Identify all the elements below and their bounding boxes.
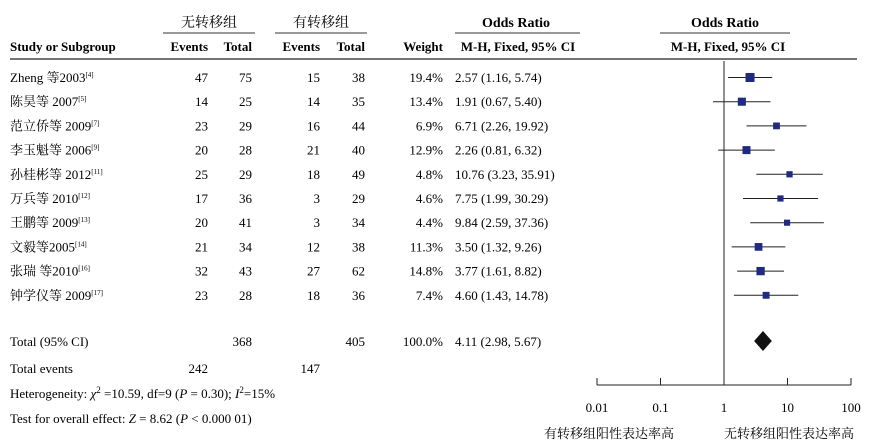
study-events2: 21 — [307, 142, 320, 158]
table-row — [10, 70, 542, 85]
study-total2: 38 — [352, 70, 365, 85]
study-ci-text: 3.77 (1.61, 8.82) — [455, 263, 542, 279]
study-total1: 25 — [239, 94, 252, 110]
study-events1: 47 — [195, 70, 208, 85]
study-weight: 14.8% — [409, 263, 443, 279]
study-weight: 4.8% — [415, 166, 443, 182]
group2-header: 有转移组 — [293, 15, 349, 31]
axis-tick-label: 0.01 — [585, 400, 609, 415]
study-total1: 43 — [239, 263, 252, 279]
study-rows — [10, 70, 555, 303]
study-ci-text: 1.91 (0.67, 5.40) — [455, 94, 542, 110]
study-name: 王鹏等 2009[13] — [10, 215, 90, 231]
total-events1: 242 — [188, 361, 208, 376]
total-t1: 368 — [232, 334, 252, 349]
point-estimate-square — [756, 267, 764, 275]
study-name: 文毅等2005[14] — [10, 239, 87, 255]
study-events2: 12 — [307, 239, 320, 255]
heterogeneity-text: Heterogeneity: $\chi^2 =10.59$, df=9 (P = 0.30); $I^2=15\%$ — [10, 385, 276, 401]
study-name: 张瑞 等2010[16] — [10, 263, 90, 279]
study-name: Zheng 等2003[4] — [10, 70, 94, 85]
study-name: 范立侨等 2009[7] — [10, 118, 100, 134]
study-events2: 15 — [307, 70, 320, 85]
table-row — [10, 94, 542, 109]
study-ci-text: 2.26 (0.81, 6.32) — [455, 142, 542, 158]
table-row — [10, 143, 542, 158]
table-row — [10, 167, 555, 182]
point-estimate-square — [773, 123, 780, 130]
study-total2: 36 — [352, 287, 365, 303]
axis-tick-label: 0.1 — [652, 400, 669, 415]
study-weight: 4.6% — [415, 191, 443, 206]
col-ci-table-header: M-H, Fixed, 95% CI — [460, 39, 576, 54]
study-events2: 27 — [307, 263, 320, 279]
study-weight: 4.4% — [415, 215, 443, 231]
col-total1-header: Total — [223, 39, 252, 54]
total-events-label: Total events — [10, 361, 73, 376]
study-total2: 49 — [352, 166, 365, 182]
study-weight: 11.3% — [409, 239, 443, 255]
study-events1: 21 — [195, 239, 208, 255]
col-weight-header: Weight — [403, 39, 443, 54]
study-events2: 16 — [307, 118, 320, 134]
axis-right-label: 无转移组阳性表达率高 — [723, 427, 855, 442]
study-weight: 13.4% — [409, 94, 443, 110]
study-total1: 28 — [239, 142, 252, 158]
study-name: 钟学仪等 2009[17] — [10, 287, 103, 303]
study-total1: 29 — [239, 166, 252, 182]
col-events1-header: Events — [170, 39, 208, 54]
study-total1: 28 — [239, 287, 252, 303]
study-total1: 29 — [239, 118, 252, 134]
study-ci-text: 2.57 (1.16, 5.74) — [455, 70, 542, 85]
total-events2: 147 — [300, 361, 320, 376]
study-events2: 3 — [313, 215, 320, 231]
col-total2-header: Total — [336, 39, 365, 54]
study-total2: 44 — [352, 118, 365, 134]
study-total1: 36 — [239, 191, 252, 206]
study-events1: 23 — [195, 118, 208, 134]
x-axis — [586, 378, 861, 415]
study-name: 李玉魁等 2006[9] — [10, 142, 100, 158]
axis-tick-label: 100 — [841, 400, 861, 415]
study-total2: 29 — [352, 191, 365, 206]
study-total2: 62 — [352, 263, 365, 279]
study-events2: 18 — [307, 287, 320, 303]
total-ci-text: 4.11 (2.98, 5.67) — [455, 334, 542, 349]
odds-ratio-table-header: Odds Ratio — [481, 16, 551, 31]
study-total2: 38 — [352, 239, 365, 255]
point-estimate-square — [738, 98, 746, 106]
table-row — [10, 239, 542, 254]
table-row — [10, 264, 542, 279]
study-ci-text: 7.75 (1.99, 30.29) — [455, 191, 549, 206]
total-label: Total (95% CI) — [10, 334, 89, 349]
col-ci-plot-header: M-H, Fixed, 95% CI — [670, 39, 786, 54]
study-events1: 20 — [195, 215, 208, 231]
point-estimate-square — [746, 73, 755, 82]
study-weight: 19.4% — [409, 70, 443, 85]
study-weight: 12.9% — [409, 142, 443, 158]
study-ci-text: 9.84 (2.59, 37.36) — [455, 215, 549, 231]
point-estimate-square — [777, 195, 783, 201]
table-row — [10, 118, 548, 133]
axis-left-label: 有转移组阳性表达率高 — [543, 427, 675, 442]
col-study-header: Study or Subgroup — [10, 39, 116, 54]
study-total1: 41 — [239, 215, 252, 231]
study-events1: 20 — [195, 142, 208, 158]
study-events2: 18 — [307, 166, 320, 182]
study-ci-text: 4.60 (1.43, 14.78) — [455, 287, 549, 303]
study-ci-text: 10.76 (3.23, 35.91) — [455, 166, 555, 182]
study-events1: 14 — [195, 94, 208, 110]
study-events1: 23 — [195, 287, 208, 303]
study-ci-text: 6.71 (2.26, 19.92) — [455, 118, 549, 134]
study-events1: 17 — [195, 191, 208, 206]
odds-ratio-plot-header: Odds Ratio — [690, 16, 760, 31]
total-weight: 100.0% — [402, 334, 443, 349]
point-estimate-square — [763, 292, 770, 299]
overall-effect-text: Test for overall effect: Z = 8.62 (P < 0.000 01) — [10, 411, 252, 426]
study-total2: 40 — [352, 142, 365, 158]
study-total2: 35 — [352, 94, 365, 110]
study-name: 万兵等 2010[12] — [10, 191, 90, 206]
axis-tick-label: 1 — [720, 400, 728, 415]
total-t2: 405 — [345, 334, 365, 349]
study-name: 陈昊等 2007[5] — [10, 94, 87, 110]
point-estimate-square — [742, 146, 750, 154]
study-events1: 32 — [195, 263, 208, 279]
study-events2: 3 — [313, 191, 320, 206]
study-events1: 25 — [195, 166, 208, 182]
point-estimate-square — [755, 243, 763, 251]
summary-diamond — [754, 331, 772, 351]
group1-header: 无转移组 — [181, 15, 237, 31]
study-weight: 7.4% — [415, 287, 443, 303]
table-row — [10, 288, 548, 303]
study-total1: 34 — [239, 239, 252, 255]
study-ci-text: 3.50 (1.32, 9.26) — [455, 239, 542, 255]
axis-tick-label: 10 — [781, 400, 794, 415]
plot-marks — [713, 61, 824, 385]
table-row — [10, 191, 548, 206]
study-total1: 75 — [239, 70, 252, 85]
study-name: 孙桂彬等 2012[11] — [10, 166, 103, 182]
study-total2: 34 — [352, 215, 365, 231]
point-estimate-square — [786, 171, 792, 177]
study-events2: 14 — [307, 94, 320, 110]
point-estimate-square — [784, 220, 790, 226]
study-weight: 6.9% — [415, 118, 443, 134]
table-row — [10, 215, 548, 230]
col-events2-header: Events — [282, 39, 320, 54]
